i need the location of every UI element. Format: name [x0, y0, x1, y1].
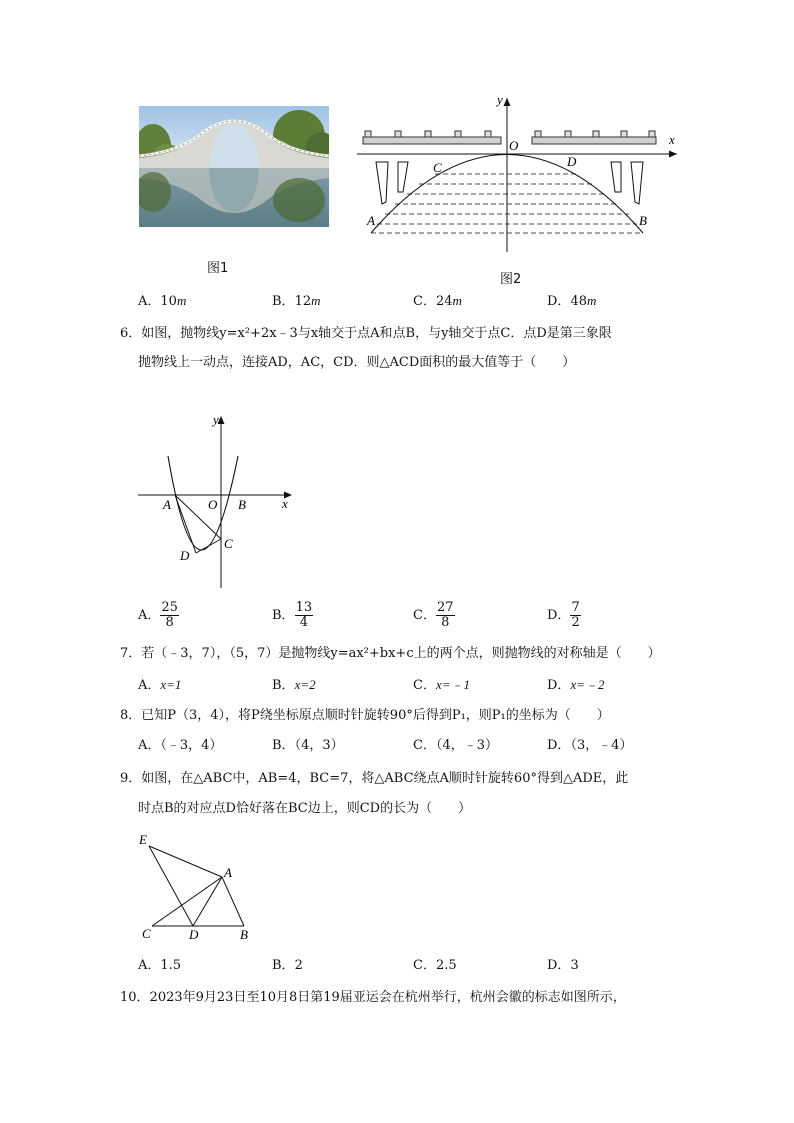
- q6-option-a[interactable]: A． $\frac{25}{8}$: [138, 600, 178, 630]
- bridge-photo: [139, 106, 329, 227]
- q8-stem: 8．已知P（3，4），将P绕坐标原点顺时针旋转90°后得到P₁，则P₁的坐标为（ ）: [120, 708, 610, 723]
- label-D: D: [567, 154, 577, 169]
- q7-stem: 7．若（﹣3，7），（5，7）是抛物线y=ax²+bx+c上的两个点，则抛物线的对称轴是（ ）: [120, 646, 661, 661]
- label-A: A: [367, 213, 375, 228]
- q5-option-a[interactable]: A．10m: [138, 293, 187, 309]
- fraction: $\frac{25}{8}$: [161, 600, 178, 630]
- q9-label-A: A: [224, 865, 232, 880]
- q9-option-d[interactable]: D．3: [547, 958, 579, 973]
- q9-stem-line2: 时点B的对应点D恰好落在BC边上，则CD的长为（ ）: [138, 801, 472, 816]
- q8-option-c[interactable]: C．（4，﹣3）: [413, 738, 498, 753]
- q6-option-d[interactable]: D． $\frac{7}{2}$: [547, 600, 580, 630]
- label-x: x: [669, 132, 675, 147]
- q9-label-D: D: [189, 927, 199, 942]
- q9-option-b[interactable]: B．2: [272, 958, 303, 973]
- figure2-diagram: [355, 92, 685, 252]
- q9-figure: [136, 828, 266, 944]
- q5-option-b[interactable]: B．12m: [272, 293, 321, 309]
- q6-stem-line1: 6．如图，抛物线y=x²+2x﹣3与x轴交于点A和点B，与y轴交于点C．点D是第三象限: [120, 326, 612, 341]
- q9-stem-line1: 9．如图，在△ABC中，AB=4，BC=7，将△ABC绕点A顺时针旋转60°得到△ADE，此: [120, 771, 629, 786]
- q7-option-a[interactable]: A．x=1: [138, 677, 182, 693]
- fraction: $\frac{27}{8}$: [436, 600, 454, 630]
- q6-parabola-svg: [138, 412, 298, 590]
- q9-triangle-svg: [136, 828, 266, 944]
- q6-label-x: x: [282, 496, 288, 511]
- figure2-caption: 图2: [500, 272, 522, 287]
- q7-option-b[interactable]: B．x=2: [272, 677, 316, 693]
- q7-option-c[interactable]: C．x=﹣1: [413, 677, 470, 693]
- q5-option-d[interactable]: D．48m: [547, 293, 597, 309]
- bridge-photo-illustration: [139, 106, 329, 227]
- q6-figure: [138, 412, 298, 590]
- q6-label-D: D: [180, 548, 190, 563]
- q6-option-b[interactable]: B． $\frac{13}{4}$: [272, 600, 313, 630]
- q8-option-d[interactable]: D．（3，﹣4）: [547, 738, 633, 753]
- q6-label-B: B: [238, 497, 246, 512]
- q9-label-C: C: [142, 926, 151, 941]
- q6-label-C: C: [224, 536, 233, 551]
- q8-option-a[interactable]: A．（﹣3，4）: [138, 738, 223, 753]
- q6-label-O: O: [208, 497, 218, 512]
- fraction: $\frac{7}{2}$: [571, 600, 580, 630]
- q6-label-A: A: [163, 497, 171, 512]
- q9-option-c[interactable]: C．2.5: [413, 958, 457, 973]
- q9-option-a[interactable]: A．1.5: [138, 958, 182, 973]
- q9-label-B: B: [240, 927, 248, 942]
- figure1-caption: 图1: [207, 261, 229, 276]
- q9-label-E: E: [139, 832, 147, 847]
- q6-option-c[interactable]: C． $\frac{27}{8}$: [413, 600, 454, 630]
- q8-option-b[interactable]: B．（4，3）: [272, 738, 344, 753]
- label-O: O: [509, 138, 519, 153]
- label-y: y: [497, 92, 503, 107]
- q6-label-y: y: [213, 412, 219, 427]
- q7-option-d[interactable]: D．x=﹣2: [547, 677, 605, 693]
- q5-option-c[interactable]: C．24m: [413, 293, 462, 309]
- label-C: C: [433, 160, 442, 175]
- parabola-bridge-svg: [355, 92, 685, 252]
- label-B: B: [639, 213, 647, 228]
- q10-stem: 10．2023年9月23日至10月8日第19届亚运会在杭州举行，杭州会徽的标志如图所示，: [120, 990, 626, 1005]
- q6-stem-line2: 抛物线上一动点，连接AD，AC，CD．则△ACD面积的最大值等于（ ）: [138, 355, 576, 370]
- fraction: $\frac{13}{4}$: [295, 600, 313, 630]
